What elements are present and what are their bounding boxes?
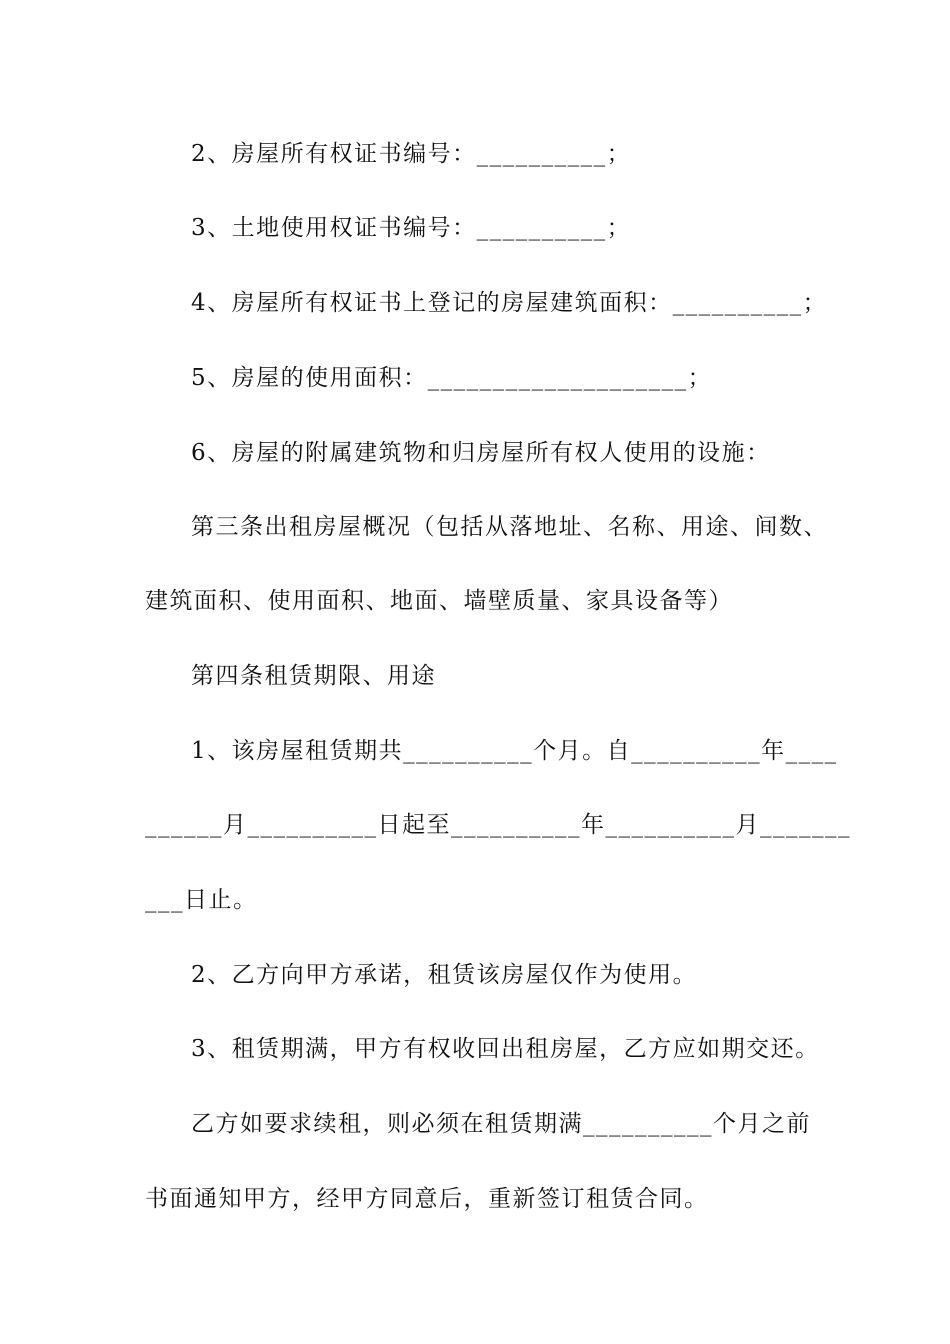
clause-4-registered-area: 4、房屋所有权证书上登记的房屋建筑面积：__________； bbox=[191, 290, 828, 316]
renewal-notice-line-2: 书面通知甲方，经甲方同意后，重新签订租赁合同。 bbox=[145, 1186, 709, 1212]
lease-expiry-return: 3、租赁期满，甲方有权收回出租房屋，乙方应如期交还。 bbox=[191, 1036, 820, 1062]
article-3-continuation: 建筑面积、使用面积、地面、墙壁质量、家具设备等） bbox=[145, 588, 733, 614]
lease-purpose-promise: 2、乙方向甲方承诺，租赁该房屋仅作为使用。 bbox=[191, 962, 698, 988]
article-4-heading: 第四条租赁期限、用途 bbox=[191, 663, 436, 689]
clause-3-land-certificate-number: 3、土地使用权证书编号：__________； bbox=[191, 215, 632, 241]
lease-term-line-1: 1、该房屋租赁期共__________个月。自__________年____ bbox=[191, 738, 838, 764]
article-3-heading: 第三条出租房屋概况（包括从落地址、名称、用途、间数、 bbox=[191, 514, 828, 540]
clause-2-certificate-number: 2、房屋所有权证书编号：__________； bbox=[191, 141, 632, 167]
clause-6-facilities: 6、房屋的附属建筑物和归房屋所有权人使用的设施： bbox=[191, 440, 771, 466]
lease-term-line-2: ______月__________日起至__________年__________月_______ bbox=[145, 812, 851, 838]
lease-term-line-3: ___日止。 bbox=[145, 887, 258, 913]
clause-5-usable-area: 5、房屋的使用面积：____________________； bbox=[191, 365, 713, 391]
renewal-notice-line-1: 乙方如要求续租，则必须在租赁期满__________个月之前 bbox=[191, 1111, 811, 1137]
